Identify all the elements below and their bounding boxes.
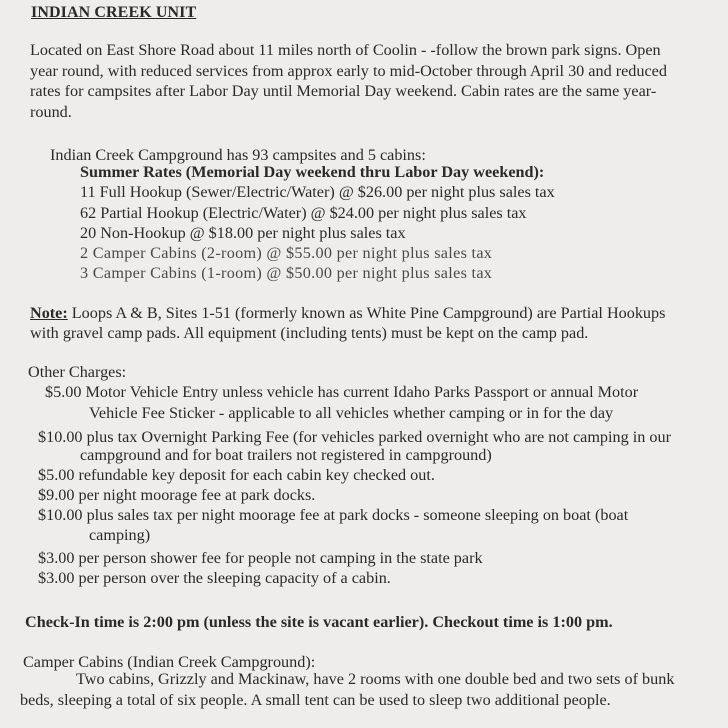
note-text: Loops A & B, Sites 1-51 (formerly known as White Pine Campground) are Partial Hookups <box>67 304 666 322</box>
charge-line: Vehicle Fee Sticker - applicable to all vehicles whether camping or in for the day <box>89 404 614 422</box>
charge-line: $5.00 refundable key deposit for each cabin key checked out. <box>38 466 435 484</box>
charge-line: $3.00 per person over the sleeping capacity of a cabin. <box>38 569 391 587</box>
rate-line: 62 Partial Hookup (Electric/Water) @ $24.00 per night plus sales tax <box>80 204 527 222</box>
cabins-line: beds, sleeping a total of six people. A small tent can be used to sleep two additional people. <box>20 691 611 709</box>
checkin-line: Check-In time is 2:00 pm (unless the site is vacant earlier). Checkout time is 1:00 pm. <box>25 613 613 631</box>
note-line: with gravel camp pads. All equipment (including tents) must be kept on the camp pad. <box>30 324 589 342</box>
intro-line: rates for campsites after Labor Day until Memorial Day weekend. Cabin rates are the same year- <box>30 82 657 100</box>
cabins-line: Two cabins, Grizzly and Mackinaw, have 2 rooms with one double bed and two sets of bunk <box>76 670 675 688</box>
charge-line: $10.00 plus sales tax per night moorage fee at park docks - someone sleeping on boat (boat <box>38 506 629 524</box>
page-title: INDIAN CREEK UNIT <box>31 4 197 21</box>
charge-line: $3.00 per person shower fee for people not camping in the state park <box>38 549 483 567</box>
rate-line: 11 Full Hookup (Sewer/Electric/Water) @ $26.00 per night plus sales tax <box>80 183 555 201</box>
note-line <box>30 303 665 323</box>
rate-line: 2 Camper Cabins (2-room) @ $55.00 per night plus sales tax <box>80 244 493 262</box>
summer-rates-heading: Summer Rates (Memorial Day weekend thru Labor Day weekend): <box>80 163 545 181</box>
cabins-heading: Camper Cabins (Indian Creek Campground): <box>23 653 316 671</box>
intro-line: year round, with reduced services from approx early to mid-October through April 30 and reduced <box>30 62 667 80</box>
charge-line: $9.00 per night moorage fee at park docks. <box>38 486 316 504</box>
other-charges-heading: Other Charges: <box>28 363 127 381</box>
charge-line: $10.00 plus tax Overnight Parking Fee (for vehicles parked overnight who are not camping in our <box>38 428 671 446</box>
intro-line: round. <box>30 103 72 121</box>
note-label: Note: <box>30 304 68 322</box>
intro-line: Located on East Shore Road about 11 miles north of Coolin - -follow the brown park signs. Open <box>30 41 661 59</box>
rate-line: 20 Non-Hookup @ $18.00 per night plus sales tax <box>80 224 406 242</box>
charge-line: $5.00 Motor Vehicle Entry unless vehicle has current Idaho Parks Passport or annual Motor <box>45 383 639 401</box>
charge-line: campground and for boat trailers not registered in campground) <box>80 446 492 464</box>
charge-line: camping) <box>89 526 151 544</box>
rate-line: 3 Camper Cabins (1-room) @ $50.00 per night plus sales tax <box>80 264 493 282</box>
campground-summary: Indian Creek Campground has 93 campsites and 5 cabins: <box>50 146 426 164</box>
